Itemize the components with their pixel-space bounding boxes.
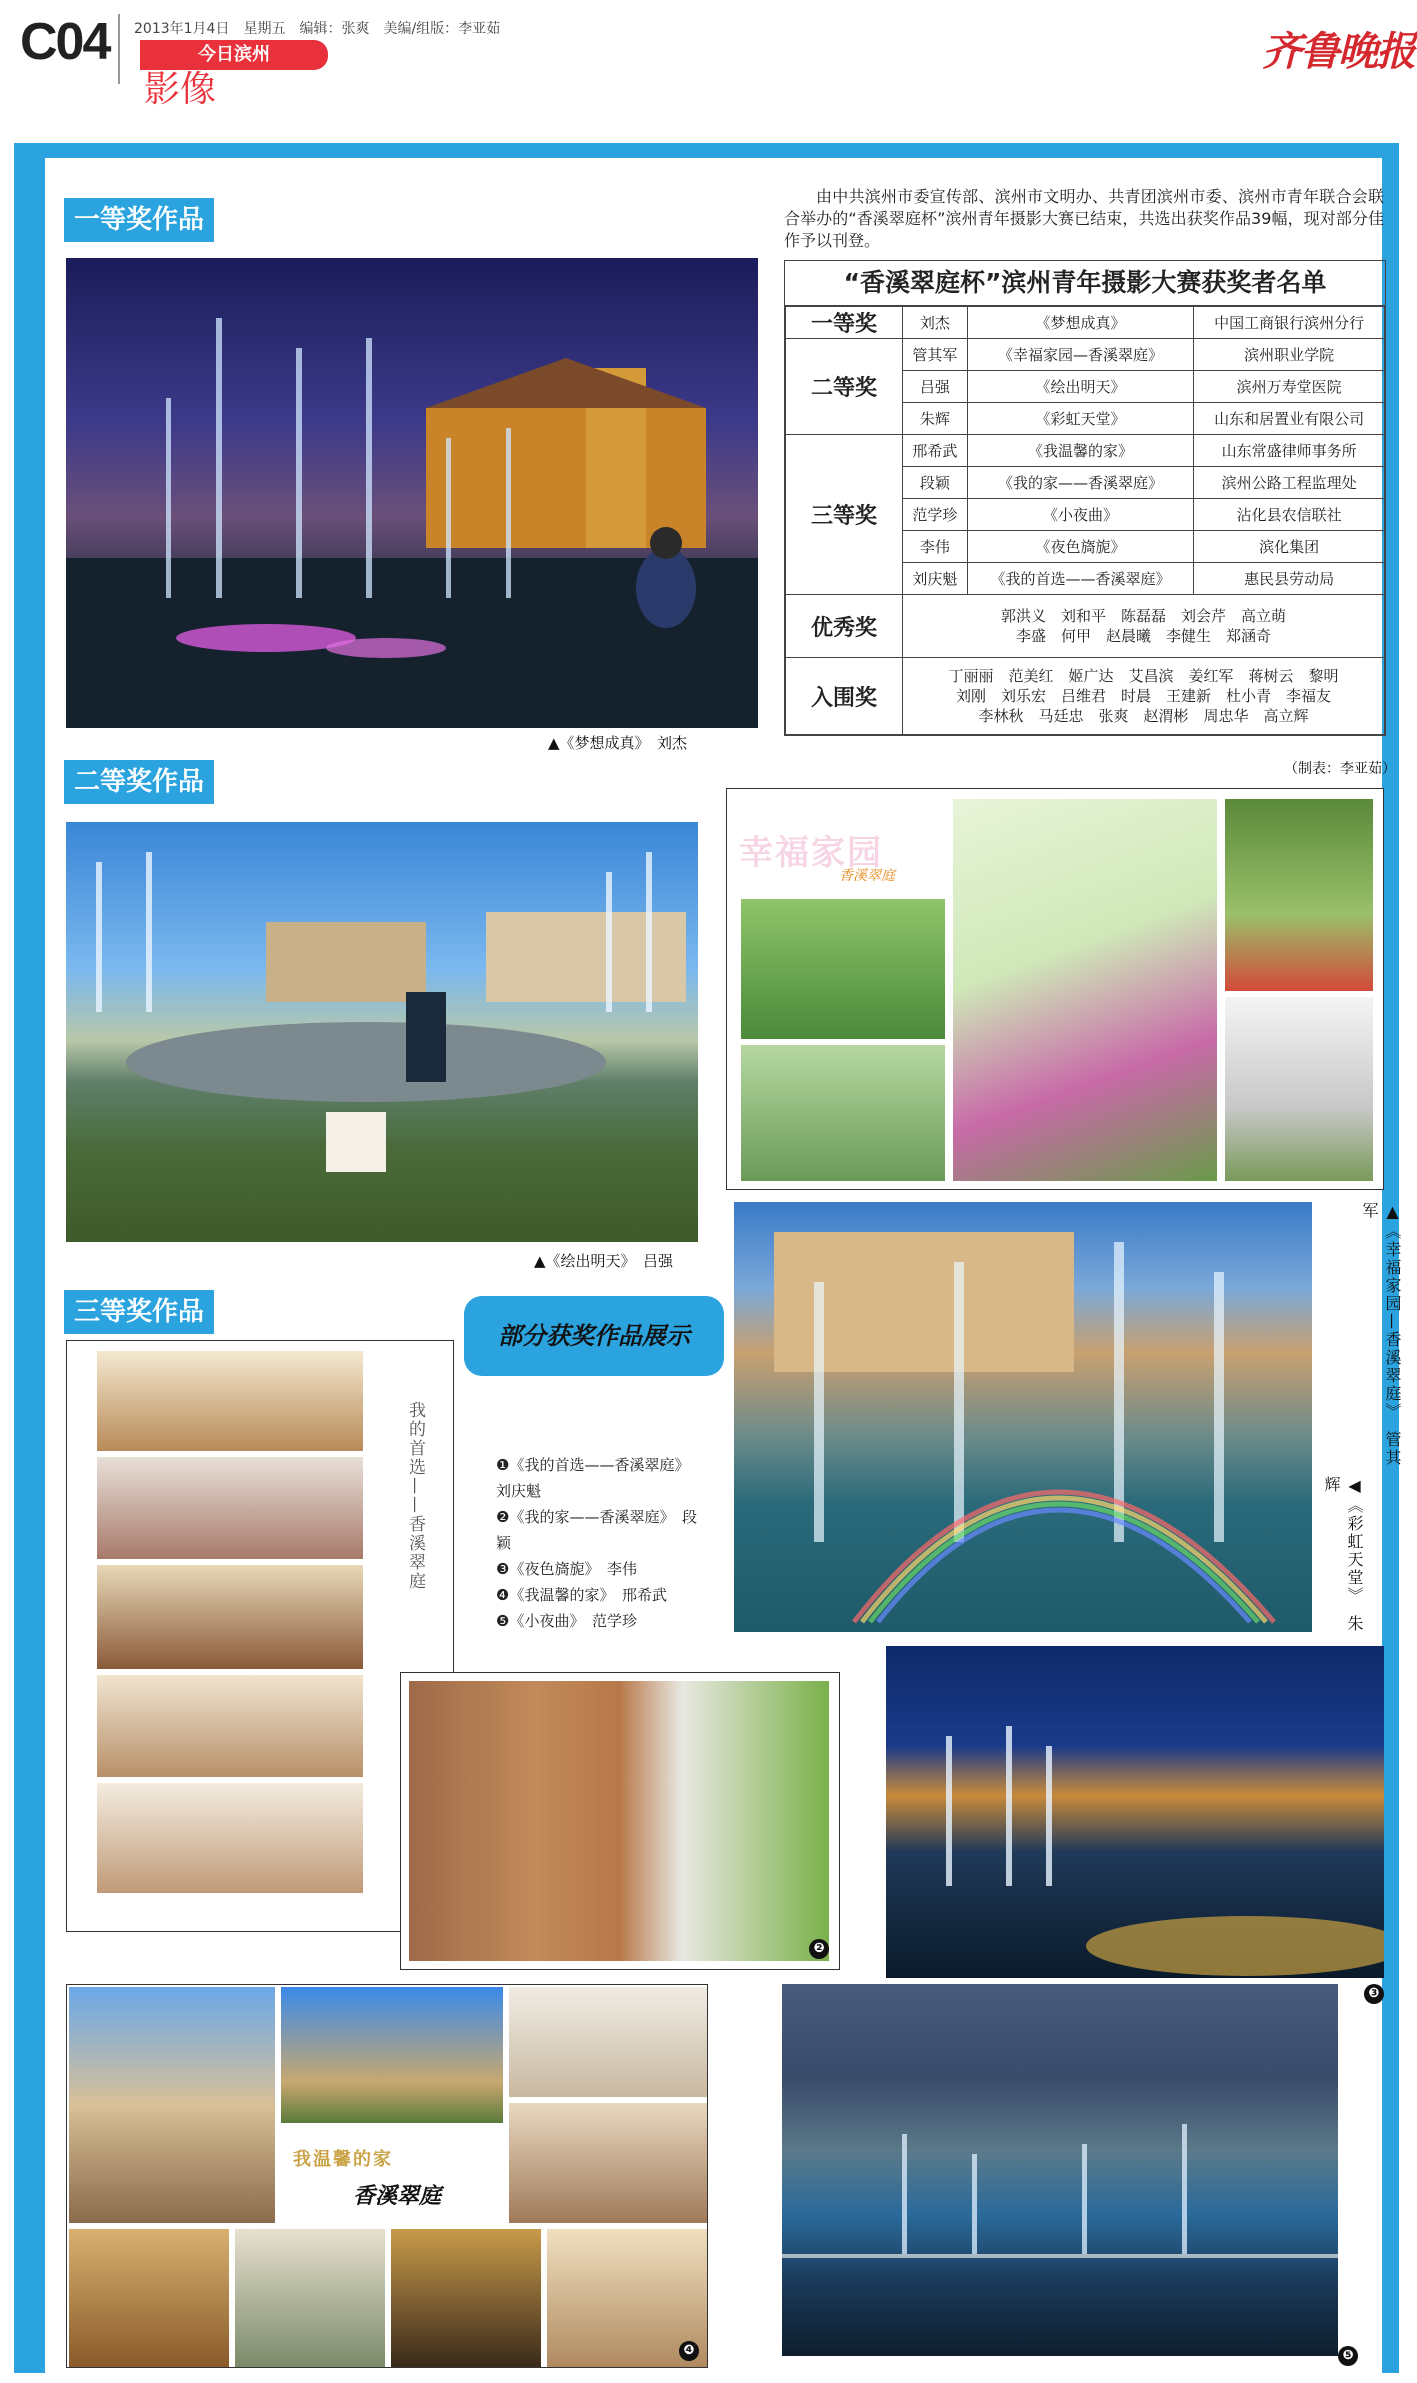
masthead-logo: 齐鲁晚报 xyxy=(1262,28,1414,75)
awards-table xyxy=(785,306,1385,735)
third-photo-3 xyxy=(886,1646,1384,1978)
award-name: 李伟 xyxy=(903,531,968,563)
award-row-finalists xyxy=(786,658,1385,735)
award-category: 入围奖 xyxy=(786,658,903,735)
home-g xyxy=(391,2229,541,2367)
award-row xyxy=(786,307,1385,339)
award-name: 吕强 xyxy=(903,371,968,403)
award-work: 《我的家——香溪翠庭》 xyxy=(967,467,1194,499)
marker-5: ❺ xyxy=(1338,2346,1358,2366)
award-org: 山东常盛律师事务所 xyxy=(1194,435,1385,467)
photo4-title-2: 香溪翠庭 xyxy=(353,2184,442,2209)
showcase-item-2: ❷《我的家——香溪翠庭》 段颖 xyxy=(496,1508,697,1552)
award-work: 《幸福家园—香溪翠庭》 xyxy=(967,339,1194,371)
showcase-item-4: ❹《我温馨的家》 邢希武 xyxy=(496,1586,667,1604)
table-credit: （制表：李亚茹） xyxy=(1284,761,1396,777)
showcase-list xyxy=(496,1452,706,1634)
interior-2 xyxy=(97,1457,363,1559)
award-category: 三等奖 xyxy=(786,435,903,595)
second-photo-caption: ▲《绘出明天》 吕强 xyxy=(534,1252,674,1270)
gate-scene xyxy=(409,1681,829,1961)
photo1-vertical-title: 我的首选——香溪翠庭 xyxy=(405,1401,425,1591)
collage-photo-b xyxy=(741,1045,945,1181)
award-work: 《小夜曲》 xyxy=(967,499,1194,531)
award-work: 《我的首选——香溪翠庭》 xyxy=(967,563,1194,595)
section-tag: 今日滨州 xyxy=(140,40,328,70)
award-work: 《我温馨的家》 xyxy=(967,435,1194,467)
award-category: 一等奖 xyxy=(786,307,903,339)
page-header xyxy=(0,0,1417,110)
collage-title: 幸福家园 xyxy=(739,833,883,873)
home-d xyxy=(509,2103,707,2223)
date-line: 2013年1月4日 星期五 编辑：张爽 美编/组版：李亚茹 xyxy=(134,21,501,37)
award-names-line: 李林秋 马廷忠 张爽 赵渭彬 周忠华 高立辉 xyxy=(978,707,1309,725)
collage-photo-d xyxy=(1225,799,1373,991)
first-photo-caption: ▲《梦想成真》 刘杰 xyxy=(548,734,688,752)
second-photo-scene xyxy=(66,822,698,1242)
awards-table-body xyxy=(786,307,1385,735)
section-label-third: 三等奖作品 xyxy=(64,1290,214,1334)
third-photo-4 xyxy=(66,1984,708,2368)
award-name: 邢希武 xyxy=(903,435,968,467)
interior-1 xyxy=(97,1351,363,1451)
home-b xyxy=(281,1987,503,2123)
marker-2: ❷ xyxy=(809,1939,829,1959)
award-names-line: 郭洪义 刘和平 陈磊磊 刘会芹 高立萌 xyxy=(1000,607,1286,625)
showcase-title: 部分获奖作品展示 xyxy=(498,1322,690,1350)
third-photo-2 xyxy=(400,1672,840,1970)
section-label-second: 二等奖作品 xyxy=(64,760,214,804)
collage-photo-a xyxy=(741,899,945,1039)
award-names-line: 刘刚 刘乐宏 吕维君 时晨 王建新 杜小青 李福友 xyxy=(955,687,1331,705)
happy-home-collage xyxy=(726,788,1384,1190)
marker-4: ❹ xyxy=(679,2341,699,2361)
award-org: 惠民县劳动局 xyxy=(1194,563,1385,595)
award-org: 滨州职业学院 xyxy=(1194,339,1385,371)
award-org: 滨化集团 xyxy=(1194,531,1385,563)
third-photo-5 xyxy=(782,1984,1338,2356)
award-names-line: 丁丽丽 范美红 姬广达 艾昌滨 姜红军 蒋树云 黎明 xyxy=(948,667,1339,685)
awards-table-title: “香溪翠庭杯”滨州青年摄影大赛获奖者名单 xyxy=(785,261,1385,306)
rainbow-caption: ◀《彩虹天堂》 朱辉 xyxy=(1322,1476,1364,1633)
showcase-item-1: ❶《我的首选——香溪翠庭》 刘庆魁 xyxy=(496,1456,697,1500)
award-org: 滨州万寿堂医院 xyxy=(1194,371,1385,403)
award-work: 《梦想成真》 xyxy=(967,307,1194,339)
serenade-scene xyxy=(782,1984,1338,2356)
award-name: 刘庆魁 xyxy=(903,563,968,595)
award-work: 《夜色旖旎》 xyxy=(967,531,1194,563)
rainbow-scene xyxy=(734,1202,1312,1632)
award-name: 管其军 xyxy=(903,339,968,371)
interior-4 xyxy=(97,1675,363,1777)
marker-3: ❸ xyxy=(1364,1984,1384,2004)
award-row-excellence xyxy=(786,595,1385,658)
interior-3 xyxy=(97,1565,363,1669)
home-f xyxy=(235,2229,385,2367)
award-org: 山东和居置业有限公司 xyxy=(1194,403,1385,435)
photo4-title-1: 我温馨的家 xyxy=(293,2149,393,2170)
award-row xyxy=(786,435,1385,467)
award-org: 中国工商银行滨州分行 xyxy=(1194,307,1385,339)
awards-table-box xyxy=(784,260,1386,736)
award-category: 二等奖 xyxy=(786,339,903,435)
collage-caption: ▲《幸福家园—香溪翠庭》 管其军 xyxy=(1360,1202,1402,1467)
award-name: 范学珍 xyxy=(903,499,968,531)
collage-photo-c xyxy=(953,799,1217,1181)
award-org: 滨州公路工程监理处 xyxy=(1194,467,1385,499)
first-prize-photo xyxy=(66,258,758,728)
first-photo-scene xyxy=(66,258,758,728)
award-names-finalists xyxy=(903,658,1385,735)
third-photo-1 xyxy=(66,1340,454,1932)
page-code: C04 xyxy=(20,13,110,71)
showcase-item-3: ❸《夜色旖旎》 李伟 xyxy=(496,1560,637,1578)
home-a xyxy=(69,1987,275,2223)
award-name: 段颖 xyxy=(903,467,968,499)
interior-5 xyxy=(97,1783,363,1893)
award-row xyxy=(786,339,1385,371)
award-names-line: 李盛 何甲 赵晨曦 李健生 郑涵奇 xyxy=(1015,627,1271,645)
intro-text: 由中共滨州市委宣传部、滨州市文明办、共青团滨州市委、滨州市青年联合会联合举办的“香溪翠庭杯”滨州青年摄影大赛已结束，共选出获奖作品39幅，现对部分佳作予以刊登。 xyxy=(784,187,1384,250)
rainbow-photo xyxy=(734,1202,1312,1632)
award-name: 朱辉 xyxy=(903,403,968,435)
collage-subtitle: 香溪翠庭 xyxy=(839,868,895,884)
award-category: 优秀奖 xyxy=(786,595,903,658)
section-label-first: 一等奖作品 xyxy=(64,198,214,242)
night-villa-scene xyxy=(886,1646,1384,1978)
award-name: 刘杰 xyxy=(903,307,968,339)
award-work: 《彩虹天堂》 xyxy=(967,403,1194,435)
collage-photo-e xyxy=(1225,997,1373,1181)
second-prize-photo xyxy=(66,822,698,1242)
showcase-title-box xyxy=(464,1296,724,1376)
showcase-item-5: ❺《小夜曲》 范学珍 xyxy=(496,1612,637,1630)
header-divider xyxy=(118,14,120,84)
home-e xyxy=(69,2229,229,2367)
section-title: 影像 xyxy=(144,69,217,110)
home-c xyxy=(509,1987,707,2097)
award-work: 《绘出明天》 xyxy=(967,371,1194,403)
award-org: 沾化县农信联社 xyxy=(1194,499,1385,531)
award-names-excellence xyxy=(903,595,1385,658)
